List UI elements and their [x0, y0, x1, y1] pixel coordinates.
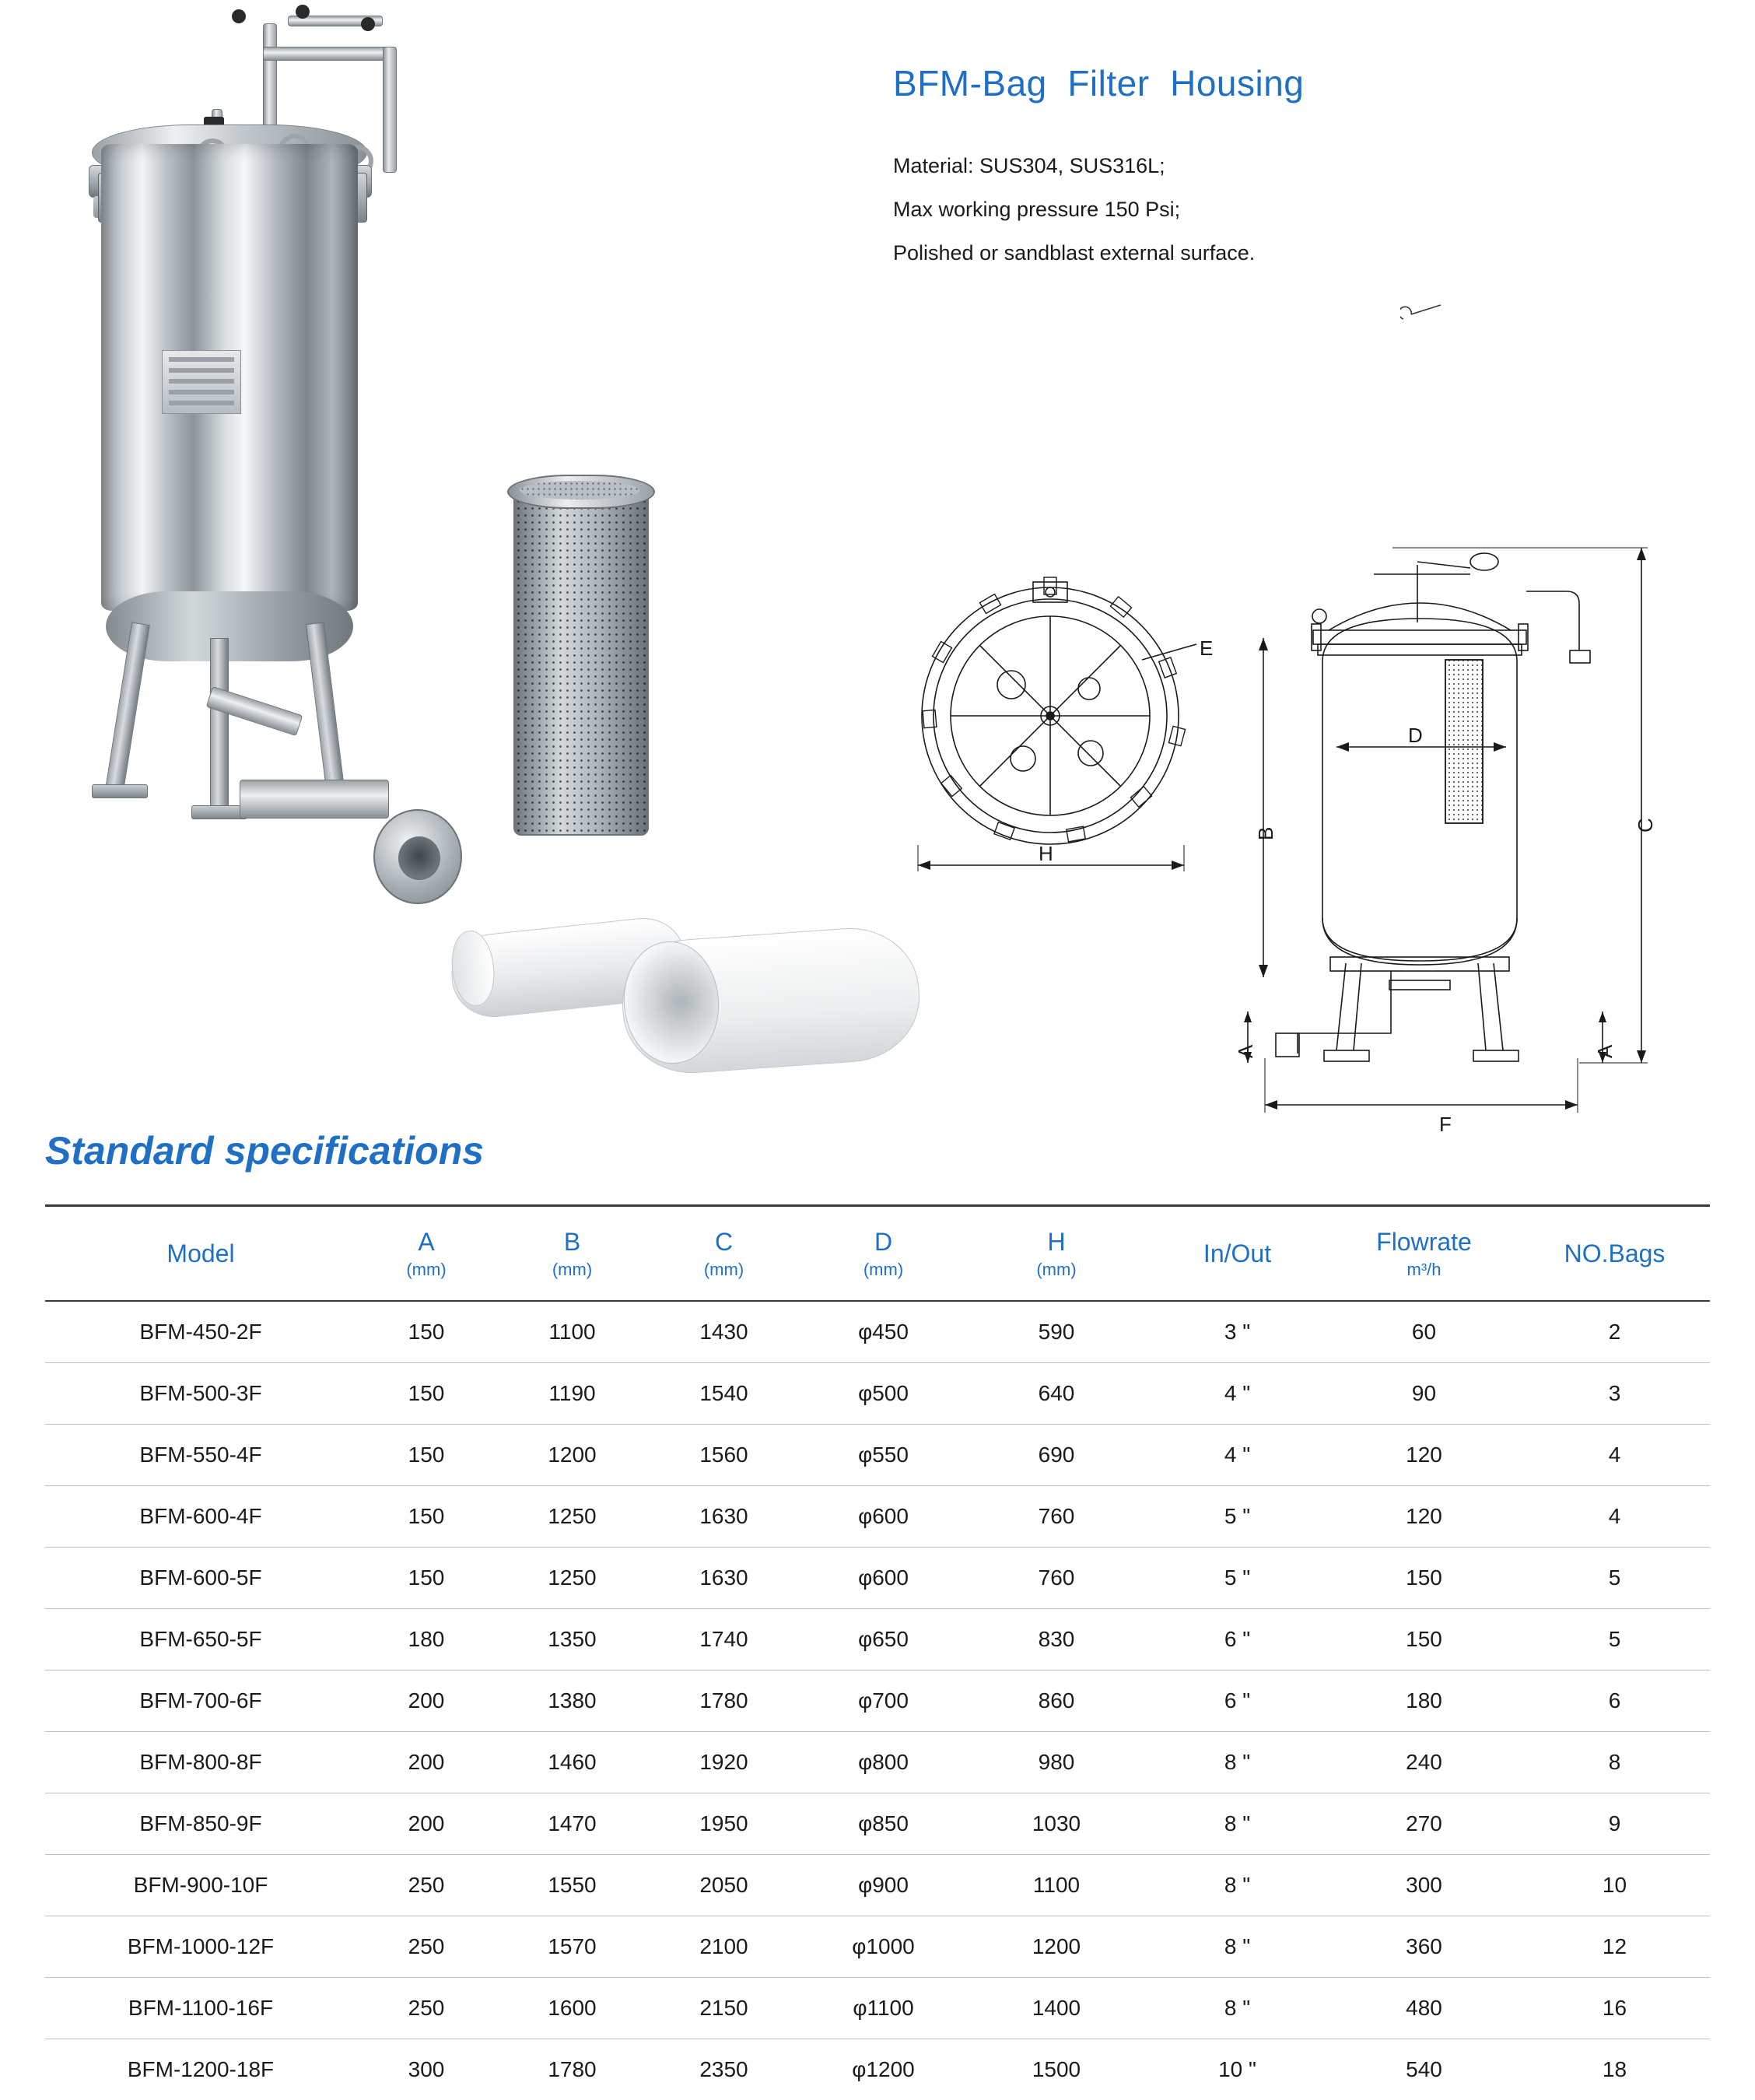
cell-bags: 6: [1519, 1671, 1710, 1732]
cell-inout: 4 ": [1146, 1363, 1329, 1425]
cell-c: 2350: [648, 2039, 800, 2100]
cell-h: 640: [967, 1363, 1146, 1425]
cell-a: 150: [356, 1301, 496, 1363]
column-header-inout: [1146, 1206, 1329, 1302]
cell-h: 1100: [967, 1855, 1146, 1916]
valve-knob-left: [232, 9, 246, 23]
cell-c: 1740: [648, 1609, 800, 1671]
cell-c: 2100: [648, 1916, 800, 1978]
outlet-flange: [373, 809, 462, 904]
front-view-drawing: [1237, 514, 1673, 1136]
cell-b: 1250: [496, 1548, 648, 1609]
table-row: [45, 1363, 1710, 1425]
column-header-c-unit: (mm): [648, 1260, 800, 1280]
nameplate: [162, 350, 241, 414]
cell-model: BFM-500-3F: [45, 1363, 356, 1425]
cell-a: 150: [356, 1486, 496, 1548]
cell-model: BFM-850-9F: [45, 1793, 356, 1855]
dim-label-E: E: [1200, 636, 1213, 661]
table-row: [45, 1671, 1710, 1732]
cell-h: 1500: [967, 2039, 1146, 2100]
cell-flowrate: 120: [1329, 1425, 1519, 1486]
cell-a: 150: [356, 1425, 496, 1486]
cell-c: 2050: [648, 1855, 800, 1916]
cell-model: BFM-550-4F: [45, 1425, 356, 1486]
cell-h: 1400: [967, 1978, 1146, 2039]
column-header-c: [648, 1206, 800, 1302]
cell-a: 250: [356, 1978, 496, 2039]
hook-sketch-icon: [1400, 303, 1447, 327]
cell-a: 200: [356, 1793, 496, 1855]
cell-d: φ450: [800, 1301, 967, 1363]
cell-c: 1920: [648, 1732, 800, 1793]
cell-d: φ600: [800, 1548, 967, 1609]
cell-d: φ600: [800, 1486, 967, 1548]
column-header-bags-label: NO.Bags: [1564, 1239, 1666, 1267]
cell-flowrate: 90: [1329, 1363, 1519, 1425]
cell-b: 1190: [496, 1363, 648, 1425]
cell-inout: 3 ": [1146, 1301, 1329, 1363]
table-row: [45, 1486, 1710, 1548]
leg-foot-left: [92, 784, 148, 798]
column-header-b: [496, 1206, 648, 1302]
dim-label-H: H: [1039, 842, 1053, 866]
cell-bags: 4: [1519, 1425, 1710, 1486]
cell-bags: 18: [1519, 2039, 1710, 2100]
page-title: BFM-Bag Filter Housing: [893, 62, 1304, 104]
cell-inout: 8 ": [1146, 1732, 1329, 1793]
table-row: [45, 2039, 1710, 2100]
table-row: [45, 1609, 1710, 1671]
cell-a: 300: [356, 2039, 496, 2100]
cell-h: 690: [967, 1425, 1146, 1486]
cell-b: 1250: [496, 1486, 648, 1548]
cell-flowrate: 270: [1329, 1793, 1519, 1855]
cell-bags: 4: [1519, 1486, 1710, 1548]
column-header-flowrate-label: Flowrate: [1376, 1228, 1472, 1256]
spec-line-pressure: Max working pressure 150 Psi;: [893, 188, 1255, 231]
cell-h: 860: [967, 1671, 1146, 1732]
column-header-d-unit: (mm): [800, 1260, 967, 1280]
cell-b: 1550: [496, 1855, 648, 1916]
cell-model: BFM-700-6F: [45, 1671, 356, 1732]
cell-bags: 3: [1519, 1363, 1710, 1425]
leg-left: [105, 622, 150, 791]
cell-inout: 8 ": [1146, 1916, 1329, 1978]
cell-flowrate: 360: [1329, 1916, 1519, 1978]
column-header-inout-label: In/Out: [1203, 1239, 1271, 1267]
spec-line-material: Material: SUS304, SUS316L;: [893, 144, 1255, 188]
cell-a: 200: [356, 1671, 496, 1732]
product-spec-list: [893, 144, 1255, 275]
table-row: [45, 1732, 1710, 1793]
cell-h: 980: [967, 1732, 1146, 1793]
cell-b: 1100: [496, 1301, 648, 1363]
cell-a: 150: [356, 1548, 496, 1609]
cell-b: 1780: [496, 2039, 648, 2100]
cell-inout: 5 ": [1146, 1548, 1329, 1609]
section-title-standard-specifications: Standard specifications: [45, 1128, 484, 1173]
cell-b: 1460: [496, 1732, 648, 1793]
product-photo: [31, 0, 887, 1113]
valve-knob-center: [296, 5, 310, 19]
cell-a: 200: [356, 1732, 496, 1793]
cell-d: φ700: [800, 1671, 967, 1732]
cell-model: BFM-1100-16F: [45, 1978, 356, 2039]
cell-model: BFM-600-4F: [45, 1486, 356, 1548]
cell-flowrate: 180: [1329, 1671, 1519, 1732]
valve-knob-right: [361, 17, 375, 31]
cell-d: φ1100: [800, 1978, 967, 2039]
cell-flowrate: 240: [1329, 1732, 1519, 1793]
cell-bags: 10: [1519, 1855, 1710, 1916]
table-row: [45, 1855, 1710, 1916]
cell-bags: 12: [1519, 1916, 1710, 1978]
cell-b: 1600: [496, 1978, 648, 2039]
cell-h: 1030: [967, 1793, 1146, 1855]
cell-b: 1200: [496, 1425, 648, 1486]
cell-model: BFM-450-2F: [45, 1301, 356, 1363]
cell-c: 1430: [648, 1301, 800, 1363]
cell-c: 1540: [648, 1363, 800, 1425]
cell-flowrate: 120: [1329, 1486, 1519, 1548]
column-header-h: [967, 1206, 1146, 1302]
column-header-h-unit: (mm): [967, 1260, 1146, 1280]
cell-model: BFM-650-5F: [45, 1609, 356, 1671]
cell-a: 250: [356, 1855, 496, 1916]
column-header-b-unit: (mm): [496, 1260, 648, 1280]
column-header-model-label: Model: [166, 1239, 234, 1267]
column-header-d: [800, 1206, 967, 1302]
spec-line-surface: Polished or sandblast external surface.: [893, 231, 1255, 275]
cell-d: φ1200: [800, 2039, 967, 2100]
specifications-table-body: [45, 1301, 1710, 2100]
cell-bags: 5: [1519, 1609, 1710, 1671]
table-row: [45, 1793, 1710, 1855]
column-header-d-label: D: [874, 1228, 892, 1256]
top-view-drawing: [895, 560, 1229, 887]
cell-bags: 8: [1519, 1732, 1710, 1793]
cell-flowrate: 150: [1329, 1548, 1519, 1609]
cell-inout: 4 ": [1146, 1425, 1329, 1486]
strainer-basket-mesh-top: [520, 481, 639, 500]
cell-h: 590: [967, 1301, 1146, 1363]
cell-d: φ650: [800, 1609, 967, 1671]
cell-d: φ900: [800, 1855, 967, 1916]
column-header-bags: [1519, 1206, 1710, 1302]
dim-label-A-left: A: [1234, 1045, 1258, 1058]
column-header-a-unit: (mm): [356, 1260, 496, 1280]
cell-bags: 2: [1519, 1301, 1710, 1363]
dim-label-A-right: A: [1593, 1045, 1617, 1058]
cell-a: 150: [356, 1363, 496, 1425]
cell-b: 1380: [496, 1671, 648, 1732]
cell-inout: 8 ": [1146, 1978, 1329, 2039]
cell-h: 1200: [967, 1916, 1146, 1978]
cell-model: BFM-1000-12F: [45, 1916, 356, 1978]
dim-label-D: D: [1408, 724, 1423, 748]
cell-d: φ500: [800, 1363, 967, 1425]
cell-b: 1570: [496, 1916, 648, 1978]
cell-flowrate: 60: [1329, 1301, 1519, 1363]
column-header-b-label: B: [564, 1228, 580, 1256]
cell-b: 1470: [496, 1793, 648, 1855]
specifications-table: [45, 1204, 1710, 2100]
cell-inout: 10 ": [1146, 2039, 1329, 2100]
inlet-pipe-vertical: [383, 47, 397, 173]
table-header-row: [45, 1206, 1710, 1302]
cell-d: φ1000: [800, 1916, 967, 1978]
column-header-flowrate: [1329, 1206, 1519, 1302]
cell-inout: 6 ": [1146, 1671, 1329, 1732]
column-header-flowrate-unit: m³/h: [1329, 1260, 1519, 1280]
cell-bags: 16: [1519, 1978, 1710, 2039]
cell-bags: 9: [1519, 1793, 1710, 1855]
table-row: [45, 1916, 1710, 1978]
column-header-model: [45, 1206, 356, 1302]
cell-c: 1950: [648, 1793, 800, 1855]
cell-inout: 8 ": [1146, 1855, 1329, 1916]
cell-model: BFM-900-10F: [45, 1855, 356, 1916]
cell-a: 250: [356, 1916, 496, 1978]
cell-inout: 8 ": [1146, 1793, 1329, 1855]
cell-c: 1780: [648, 1671, 800, 1732]
table-row: [45, 1301, 1710, 1363]
column-header-a-label: A: [418, 1228, 434, 1256]
dim-label-B: B: [1254, 827, 1278, 840]
cell-b: 1350: [496, 1609, 648, 1671]
cell-d: φ800: [800, 1732, 967, 1793]
cell-flowrate: 480: [1329, 1978, 1519, 2039]
cell-a: 180: [356, 1609, 496, 1671]
top-pipe-horizontal: [263, 47, 397, 61]
leg-center: [210, 638, 229, 807]
cell-flowrate: 150: [1329, 1609, 1519, 1671]
cell-c: 2150: [648, 1978, 800, 2039]
table-row: [45, 1425, 1710, 1486]
cell-flowrate: 540: [1329, 2039, 1519, 2100]
cell-model: BFM-1200-18F: [45, 2039, 356, 2100]
strainer-basket: [513, 482, 649, 836]
cell-inout: 6 ": [1146, 1609, 1329, 1671]
cell-h: 760: [967, 1486, 1146, 1548]
cell-d: φ550: [800, 1425, 967, 1486]
table-row: [45, 1548, 1710, 1609]
column-header-c-label: C: [715, 1228, 733, 1256]
cell-inout: 5 ": [1146, 1486, 1329, 1548]
cell-c: 1560: [648, 1425, 800, 1486]
technical-drawings: [895, 514, 1727, 1183]
cell-c: 1630: [648, 1548, 800, 1609]
outlet-pipe: [240, 780, 389, 819]
column-header-h-label: H: [1047, 1228, 1065, 1256]
column-header-a: [356, 1206, 496, 1302]
table-row: [45, 1978, 1710, 2039]
cell-h: 830: [967, 1609, 1146, 1671]
cell-bags: 5: [1519, 1548, 1710, 1609]
cell-d: φ850: [800, 1793, 967, 1855]
cell-model: BFM-800-8F: [45, 1732, 356, 1793]
cell-model: BFM-600-5F: [45, 1548, 356, 1609]
dim-label-C: C: [1634, 818, 1658, 833]
cell-h: 760: [967, 1548, 1146, 1609]
cell-c: 1630: [648, 1486, 800, 1548]
cell-flowrate: 300: [1329, 1855, 1519, 1916]
dim-label-F: F: [1439, 1113, 1452, 1137]
